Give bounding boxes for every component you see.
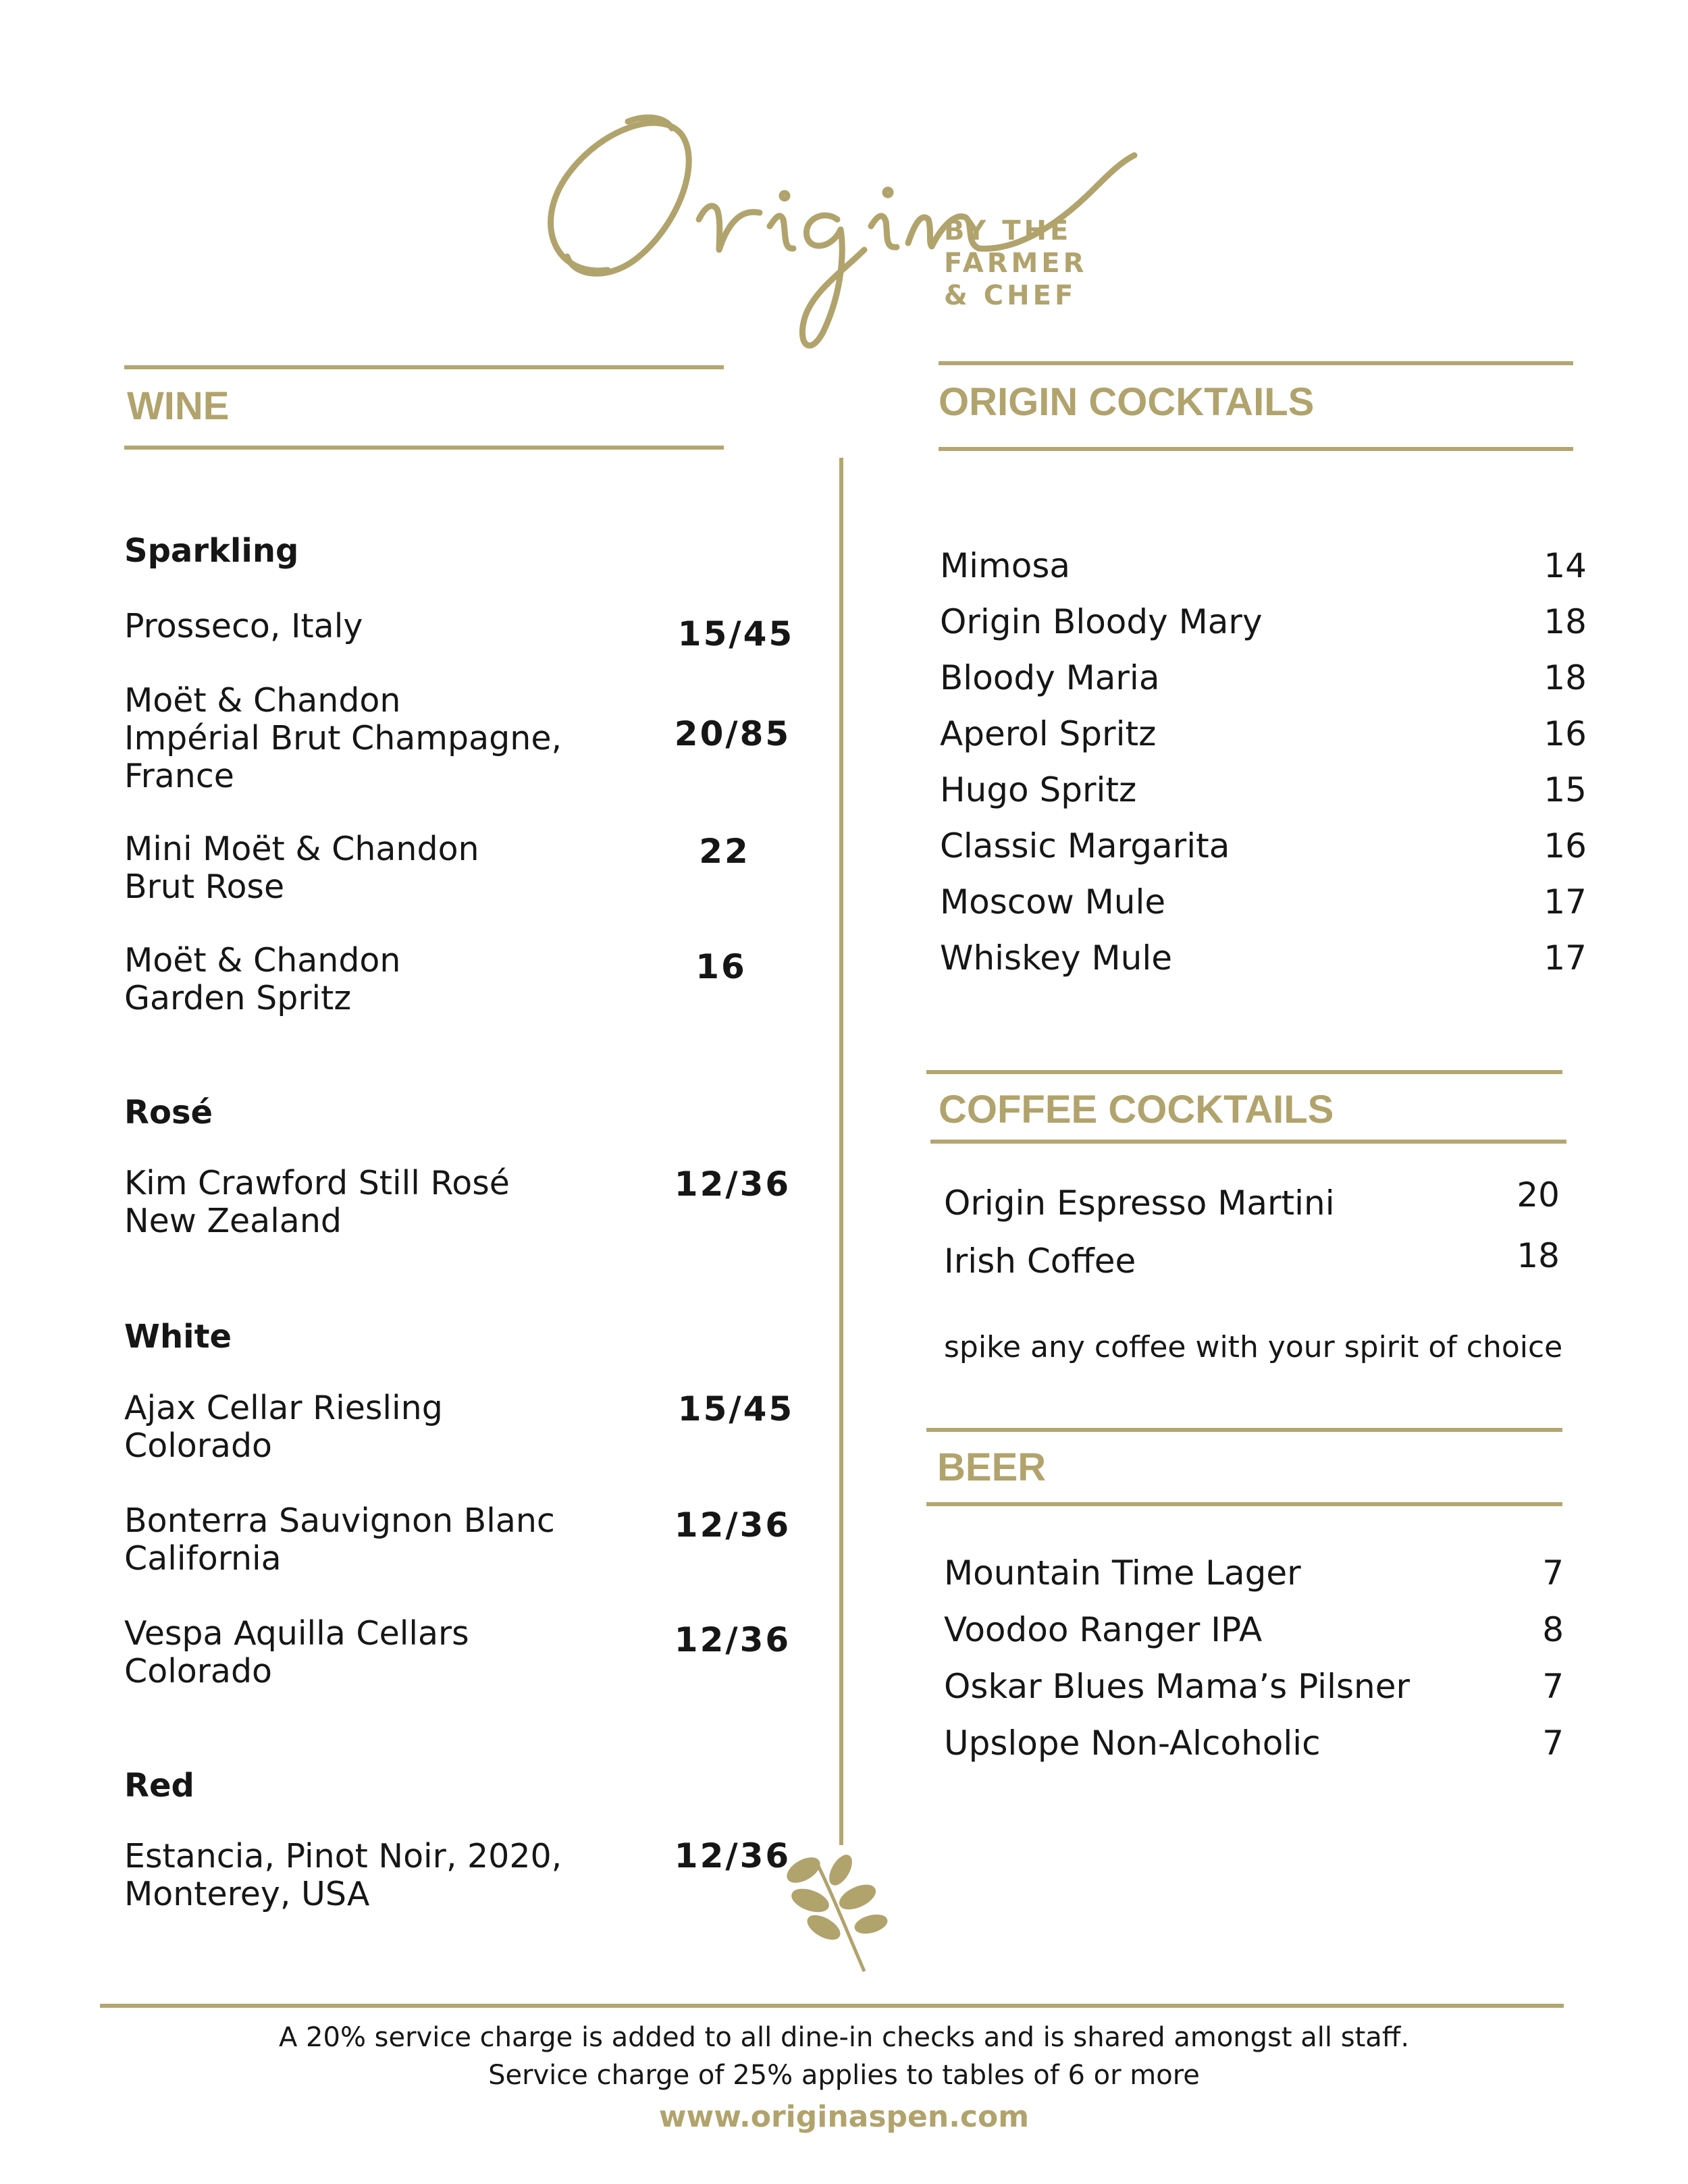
column-divider <box>839 458 843 1845</box>
logo-tagline-line: & CHEF <box>944 280 1077 311</box>
cocktail-item-price: 16 <box>1544 826 1587 865</box>
beer-item-price: 7 <box>1542 1724 1564 1763</box>
cocktail-item-price: 18 <box>1544 602 1587 641</box>
wine-item <box>124 1165 651 1240</box>
footer-rule <box>100 2004 1564 2008</box>
wine-bottom-rule <box>124 446 724 450</box>
beer-title: BEER <box>937 1445 1047 1489</box>
coffee-bottom-rule <box>930 1140 1566 1144</box>
beer-item-name: Oskar Blues Mama’s Pilsner <box>944 1667 1410 1706</box>
beer-item-name: Mountain Time Lager <box>944 1553 1301 1593</box>
wine-item-name: Colorado <box>124 1427 273 1465</box>
beer-top-rule <box>926 1428 1562 1432</box>
coffee-item-price: 18 <box>1516 1236 1560 1275</box>
wine-item-name: Ajax Cellar Riesling <box>124 1389 443 1427</box>
beer-item-name: Voodoo Ranger IPA <box>944 1610 1263 1649</box>
origin-cocktails-title: ORIGIN COCKTAILS <box>939 380 1315 424</box>
logo-tagline-line: FARMER <box>944 248 1088 279</box>
cocktails-bottom-rule <box>939 447 1573 451</box>
wine-item-name: Impérial Brut Champagne, <box>124 719 562 757</box>
beer-item-price: 7 <box>1542 1667 1564 1706</box>
wine-item-name: Colorado <box>124 1652 273 1690</box>
wine-item-price: 12/36 <box>674 1165 791 1204</box>
wine-category-rose: Rosé <box>124 1094 213 1131</box>
wine-item-name: Garden Spritz <box>124 979 352 1017</box>
wine-item-price: 20/85 <box>674 714 791 753</box>
coffee-top-rule <box>926 1070 1562 1074</box>
wine-item-price: 15/45 <box>677 614 795 654</box>
cocktails-top-rule <box>939 361 1573 365</box>
wine-top-rule <box>124 365 724 369</box>
wine-item-name: Kim Crawford Still Rosé <box>124 1164 510 1202</box>
wine-item-name: Brut Rose <box>124 868 285 906</box>
footer-website-link[interactable]: www.originaspen.com <box>658 2100 1030 2134</box>
wine-item-price: 12/36 <box>674 1620 791 1659</box>
coffee-item-price: 20 <box>1516 1175 1560 1215</box>
beer-bottom-rule <box>926 1502 1562 1506</box>
footer-service-charge: A 20% service charge is added to all dine-in checks and is shared amongst all staff. <box>278 2022 1410 2053</box>
cocktail-item-name: Classic Margarita <box>940 826 1230 865</box>
wine-item-name: California <box>124 1539 282 1578</box>
coffee-cocktails-title: COFFEE COCKTAILS <box>939 1088 1334 1131</box>
wine-section-title: WINE <box>127 384 230 428</box>
cocktail-item-name: Hugo Spritz <box>940 770 1137 809</box>
wine-item <box>124 1838 651 1913</box>
wine-item-name: France <box>124 757 234 795</box>
wine-item-price: 16 <box>695 947 747 986</box>
cocktail-item-price: 17 <box>1544 882 1587 922</box>
wine-item <box>124 608 651 645</box>
wine-category-white: White <box>124 1318 232 1356</box>
cocktail-item-price: 16 <box>1544 714 1587 753</box>
cocktail-item-name: Whiskey Mule <box>940 938 1172 978</box>
wine-category-sparkling: Sparkling <box>124 532 299 570</box>
logo-tagline <box>944 215 1087 312</box>
wine-item-price: 15/45 <box>677 1389 795 1429</box>
wine-item <box>124 942 651 1017</box>
cocktail-item-name: Aperol Spritz <box>940 714 1157 753</box>
wine-item <box>124 682 651 795</box>
wine-item-name: Monterey, USA <box>124 1875 370 1913</box>
wine-category-red: Red <box>124 1767 194 1805</box>
wine-item-name: New Zealand <box>124 1202 342 1240</box>
wine-item-name: Vespa Aquilla Cellars <box>124 1614 469 1653</box>
cocktail-item-price: 14 <box>1544 546 1587 585</box>
wine-item <box>124 1615 651 1690</box>
logo-tagline-line: BY THE <box>944 215 1072 246</box>
wine-item-name: Bonterra Sauvignon Blanc <box>124 1501 555 1540</box>
cocktail-item-price: 18 <box>1544 658 1587 697</box>
cocktail-item-price: 15 <box>1544 770 1587 809</box>
coffee-note: spike any coffee with your spirit of choice <box>944 1330 1563 1364</box>
wine-item-name: Moët & Chandon <box>124 681 401 720</box>
wine-item <box>124 1389 651 1465</box>
wine-item-price: 22 <box>699 832 750 871</box>
cocktail-item-name: Origin Bloody Mary <box>940 602 1263 641</box>
leaf-sprig-icon <box>776 1843 898 1978</box>
wine-item-name: Moët & Chandon <box>124 941 401 980</box>
wine-item-name: Prosseco, Italy <box>124 607 363 645</box>
wine-item-name: Estancia, Pinot Noir, 2020, <box>124 1837 562 1875</box>
cocktail-item-name: Bloody Maria <box>940 658 1160 697</box>
wine-item-price: 12/36 <box>674 1506 791 1545</box>
wine-item-price: 12/36 <box>674 1836 791 1875</box>
beer-item-price: 8 <box>1542 1610 1564 1649</box>
footer-service-charge-large-party: Service charge of 25% applies to tables of 6 or more <box>488 2060 1200 2091</box>
coffee-item-name: Irish Coffee <box>944 1242 1136 1281</box>
beer-item-name: Upslope Non-Alcoholic <box>944 1724 1321 1763</box>
cocktail-item-price: 17 <box>1544 938 1587 978</box>
cocktail-item-name: Mimosa <box>940 546 1071 585</box>
coffee-item-name: Origin Espresso Martini <box>944 1183 1335 1223</box>
wine-item <box>124 1502 651 1578</box>
beer-item-price: 7 <box>1542 1553 1564 1593</box>
wine-item-name: Mini Moët & Chandon <box>124 830 479 868</box>
cocktail-item-name: Moscow Mule <box>940 882 1166 922</box>
wine-item <box>124 830 651 906</box>
